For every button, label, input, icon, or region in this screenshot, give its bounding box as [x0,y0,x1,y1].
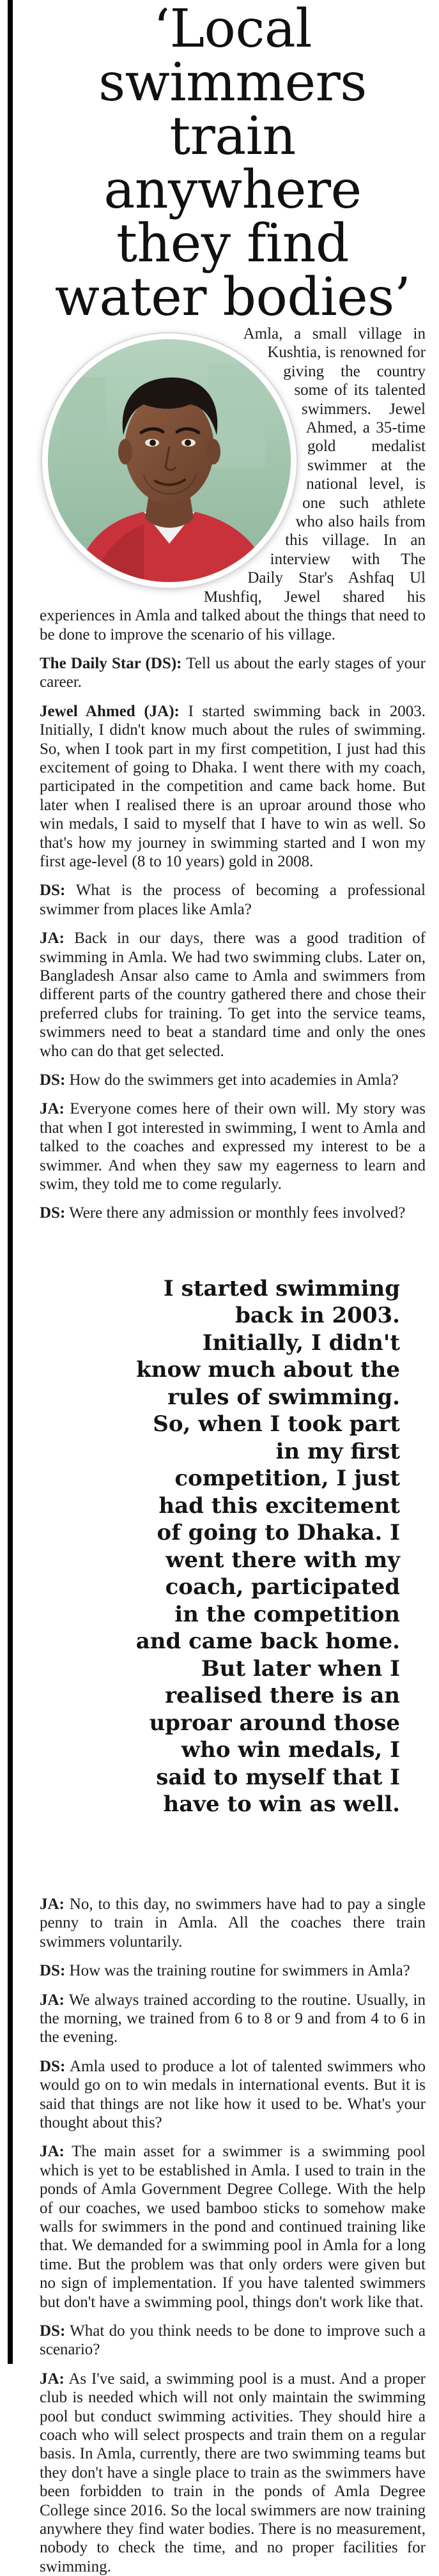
portrait-illustration [48,339,291,582]
paragraph-text: Were there any admission or monthly fees involved? [65,1204,406,1222]
qa-paragraph [40,1100,426,1193]
speaker-label: DS: [40,2322,66,2340]
article-body [40,325,426,2576]
speaker-label: DS: [40,2057,66,2075]
portrait-frame [42,334,297,588]
qa-paragraph [40,1991,426,2047]
portrait-photo [42,334,298,588]
speaker-label: DS: [40,882,66,900]
speaker-label: DS: [40,1071,66,1089]
qa-paragraph [40,1204,426,1222]
qa-paragraph [40,929,426,1061]
paragraph-text: The main asset for a swimmer is a swimming pool which is yet to be established in Amla. I used to train in the ponds of Amla Government Degree College. With the help of our coaches, we used bamboo sticks to somehow make walls for swimmers in the pond and continued training like that. We demanded for a swimming pool in Amla for a long time. But the problem was that only orders were given but no sign of implementation. If you have talented swimmers but don't have a swimming pool, things don't work like that. [40,2143,426,2311]
qa-paragraph [40,2057,426,2133]
speaker-label: JA: [40,2143,65,2161]
qa-paragraph [40,2142,426,2312]
article-column [40,0,426,2575]
speaker-label: JA: [40,1991,65,2009]
paragraph-text: I started swimming back in 2003. Initially, I didn't know much about the rules of swimming. So, when I took part in my first competition, I just had this excitement of going to Dhaka. I went there with my coach, participated in the competition and came back home. But later when I realised there is an uproar around those who win medals, I said to myself that I have to win as well. So that's how my journey in swimming started and I won my first age-level (8 to 10 years) gold in 2008. [40,702,426,870]
speaker-label: JA: [40,1895,65,1913]
qa-paragraph [40,881,426,919]
paragraph-text: How do the swimmers get into academies in Amla? [65,1071,399,1089]
speaker-label: JA: [40,930,65,947]
speaker-label: JA: [40,1100,65,1118]
qa-paragraph [40,1895,426,1951]
qa-paragraph [40,1961,426,1980]
qa-paragraph [40,702,426,871]
paragraph-text: Everyone comes here of their own will. My story was that when I got interested in swimming, I went to Amla and talked to the coaches and expressed my interest to be a swimmer. And when they saw my eagerness to learn and swim, they told me to come regularly. [40,1100,426,1193]
headline: ‘Local swimmers train anywhere they find water bodies’ [54,0,411,328]
qa-paragraph [40,654,426,692]
paragraph-text: As I've said, a swimming pool is a must. And a proper club is needed which will not only maintain the swimming pool but conduct swimming activities. They should hire a coach who will select prospects and train them on a regular basis. In Amla, currently, there are two swimming teams but they don't have a single place to train as the swimmers have been forbidden to train in the ponds of Amla Degree College since 2016. So the local swimmers are now training anywhere they find water bodies. There is no measurement, nobody to check the time, and no proper facilities for swimming. [40,2370,426,2575]
left-column-rule [8,0,13,2364]
paragraph-text: Back in our days, there was a good tradition of swimming in Amla. We had two swimming clubs. Later on, Bangladesh Ansar also came to Amla and swimmers from different parts of the country gathered there and chose their preferred clubs for training. To get into the service teams, swimmers need to beat a standard time and only the ones who can do that get selected. [40,930,426,1060]
paragraph-text: We always trained according to the routine. Usually, in the morning, we trained from 6 to 8 or 9 and from 4 to 6 in the evening. [40,1991,426,2046]
intro-paragraph: Amla, a small village in Kushtia, is renowned for giving the country some of its talented swimmers. Jewel Ahmed, a 35-time gold medalist swimmer at the national level, is one such athlete who also hails from this village. In an interview with The Daily Star's Ashfaq Ul Mushfiq, Jewel shared his experiences in Amla and talked about the things that need to be done to improve the scenario of his village. [40,325,426,643]
speaker-label: The Daily Star (DS): [40,654,182,672]
speaker-label: DS: [40,1962,66,1980]
paragraph-text: What is the process of becoming a professional swimmer from places like Amla? [40,882,426,918]
speaker-label: JA: [40,2370,65,2388]
paragraph-text: Tell us about the early stages of your career. [40,654,426,691]
paragraph-text: What do you think needs to be done to improve such a scenario? [40,2322,426,2359]
qa-paragraph [40,2370,426,2576]
qa-paragraph [40,2322,426,2359]
paragraph-text: No, to this day, no swimmers have had to pay a single penny to train in Amla. All the coaches there train swimmers voluntarily. [40,1895,426,1951]
paragraph-text: Amla used to produce a lot of talented swimmers who would go on to win medals in international events. But it is said that things are not like how it used to be. What's your thought about this? [40,2057,426,2131]
speaker-label: Jewel Ahmed (JA): [40,702,180,720]
pull-quote: I started swimming back in 2003. Initially, I didn't know much about the rules of swimming. So, when I took part in my first competition, I just had this excitement of going to Dhaka. I went there with my coach, participated in the competition and came back home. But later when I realised there is an uproar around those who win medals, I said to myself that I have to win as well. [135,1275,400,1818]
speaker-label: DS: [40,1204,66,1222]
qa-paragraph [40,1071,426,1089]
paragraph-text: How was the training routine for swimmers in Amla? [65,1962,410,1980]
